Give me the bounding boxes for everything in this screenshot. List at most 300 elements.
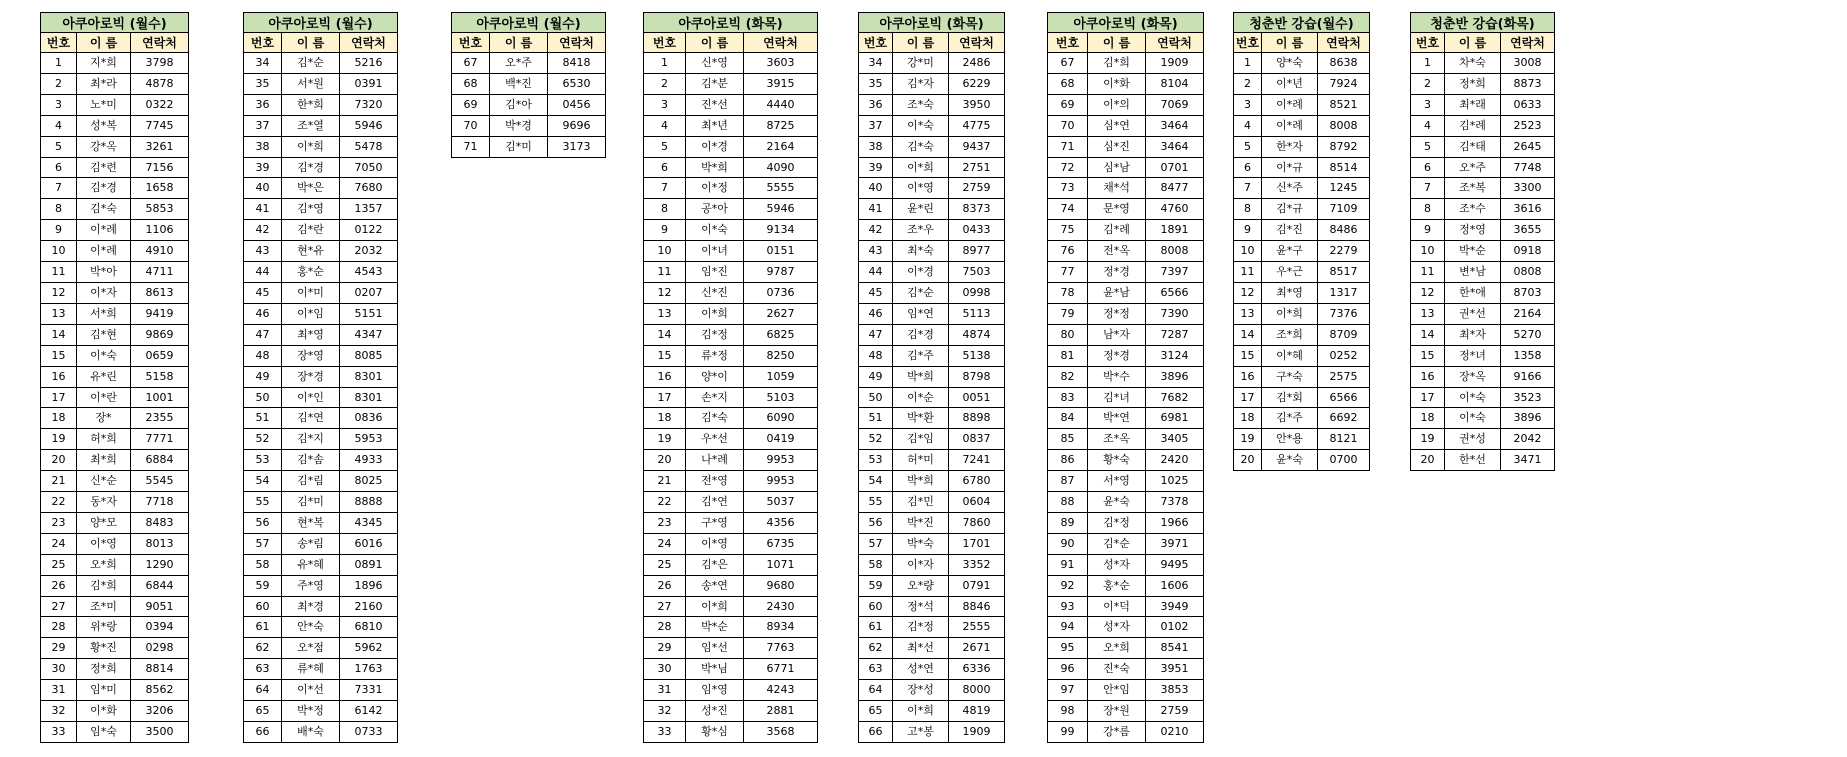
contact-number: 3008 [1501, 53, 1555, 74]
contact-number: 4819 [949, 701, 1005, 722]
member-name: 임*선 [686, 638, 744, 659]
row-number: 51 [859, 408, 893, 429]
contact-number: 2042 [1501, 429, 1555, 450]
row-number: 19 [644, 429, 686, 450]
row-number: 2 [41, 73, 77, 94]
member-name: 오*량 [893, 575, 949, 596]
table-row [859, 680, 1005, 701]
member-name: 한*자 [1262, 136, 1318, 157]
contact-number: 1891 [1146, 220, 1204, 241]
member-name: 우*선 [686, 429, 744, 450]
row-number: 8 [1234, 199, 1262, 220]
contact-number: 2627 [744, 303, 818, 324]
table-row [859, 53, 1005, 74]
table-row [244, 136, 398, 157]
member-name: 박*연 [1088, 408, 1146, 429]
row-number: 26 [41, 575, 77, 596]
header-name: 이 름 [1088, 33, 1146, 53]
contact-number: 9134 [744, 220, 818, 241]
table-row [1234, 220, 1370, 241]
member-name: 강*름 [1088, 722, 1146, 743]
contact-number: 6844 [131, 575, 189, 596]
contact-number: 0298 [131, 638, 189, 659]
row-number: 69 [452, 94, 490, 115]
table-row [1048, 722, 1204, 743]
table-row [859, 94, 1005, 115]
row-number: 92 [1048, 575, 1088, 596]
member-name: 장*성 [893, 680, 949, 701]
table-row [244, 157, 398, 178]
row-number: 90 [1048, 533, 1088, 554]
member-name: 김*련 [77, 157, 131, 178]
table-row [244, 262, 398, 283]
contact-number: 1071 [744, 554, 818, 575]
member-name: 나*례 [686, 450, 744, 471]
member-name: 정*경 [1088, 345, 1146, 366]
member-name: 김*림 [282, 471, 340, 492]
member-name: 신*순 [77, 471, 131, 492]
table-row [1411, 53, 1555, 74]
member-name: 고*봉 [893, 722, 949, 743]
row-number: 34 [244, 53, 282, 74]
contact-number: 7924 [1318, 73, 1370, 94]
row-number: 15 [1234, 345, 1262, 366]
table-row [644, 303, 818, 324]
table-title: 청춘반 강습(월수) [1234, 13, 1370, 33]
row-number: 25 [644, 554, 686, 575]
member-name: 지*희 [77, 53, 131, 74]
contact-number: 3523 [1501, 387, 1555, 408]
contact-number: 8250 [744, 345, 818, 366]
contact-number: 5555 [744, 178, 818, 199]
row-number: 18 [1411, 408, 1445, 429]
table-row [1411, 241, 1555, 262]
table-row [859, 638, 1005, 659]
table-row [1411, 178, 1555, 199]
contact-number: 8521 [1318, 94, 1370, 115]
table-row [644, 575, 818, 596]
contact-number: 6229 [949, 73, 1005, 94]
contact-number: 0419 [744, 429, 818, 450]
row-number: 16 [644, 366, 686, 387]
member-name: 김*연 [686, 492, 744, 513]
row-number: 46 [244, 303, 282, 324]
table-row [244, 282, 398, 303]
header-name: 이 름 [490, 33, 548, 53]
row-number: 86 [1048, 450, 1088, 471]
member-name: 류*혜 [282, 659, 340, 680]
row-number: 65 [859, 701, 893, 722]
contact-number: 7069 [1146, 94, 1204, 115]
member-name: 조*우 [893, 220, 949, 241]
member-name: 이*례 [77, 241, 131, 262]
table-row [644, 94, 818, 115]
contact-number: 2759 [1146, 701, 1204, 722]
member-name: 공*아 [686, 199, 744, 220]
contact-number: 1701 [949, 533, 1005, 554]
table-row [452, 136, 606, 157]
row-number: 1 [644, 53, 686, 74]
table-row [859, 366, 1005, 387]
contact-number: 3206 [131, 701, 189, 722]
table-row [1234, 429, 1370, 450]
contact-number: 8517 [1318, 262, 1370, 283]
member-name: 송*연 [686, 575, 744, 596]
contact-number: 4347 [340, 324, 398, 345]
member-name: 이*년 [1262, 73, 1318, 94]
contact-number: 8703 [1501, 282, 1555, 303]
table-row [244, 492, 398, 513]
member-name: 최*라 [77, 73, 131, 94]
row-number: 47 [859, 324, 893, 345]
table-row [1048, 533, 1204, 554]
row-number: 69 [1048, 94, 1088, 115]
member-name: 심*연 [1088, 115, 1146, 136]
row-number: 35 [244, 73, 282, 94]
contact-number: 8709 [1318, 324, 1370, 345]
header-contact: 연락처 [1318, 33, 1370, 53]
member-name: 김*순 [282, 53, 340, 74]
contact-number: 3915 [744, 73, 818, 94]
member-name: 김*회 [1262, 387, 1318, 408]
row-number: 58 [859, 554, 893, 575]
row-number: 68 [452, 73, 490, 94]
contact-number: 3798 [131, 53, 189, 74]
contact-number: 2759 [949, 178, 1005, 199]
table-row [1048, 638, 1204, 659]
member-name: 이*례 [1262, 94, 1318, 115]
member-name: 박*수 [1088, 366, 1146, 387]
contact-number: 7378 [1146, 492, 1204, 513]
member-name: 김*주 [893, 345, 949, 366]
member-name: 오*주 [490, 53, 548, 74]
member-name: 김*연 [282, 408, 340, 429]
member-name: 김*현 [77, 324, 131, 345]
member-name: 황*숙 [1088, 450, 1146, 471]
contact-number: 1763 [340, 659, 398, 680]
table-row [1048, 136, 1204, 157]
contact-number: 3951 [1146, 659, 1204, 680]
contact-table [858, 12, 1005, 743]
table-row [1234, 241, 1370, 262]
member-name: 문*영 [1088, 199, 1146, 220]
contact-number: 7050 [340, 157, 398, 178]
contact-number: 1290 [131, 554, 189, 575]
row-number: 97 [1048, 680, 1088, 701]
member-name: 강*옥 [77, 136, 131, 157]
table-row [41, 471, 189, 492]
row-number: 16 [1234, 366, 1262, 387]
contact-number: 1025 [1146, 471, 1204, 492]
member-name: 현*복 [282, 512, 340, 533]
contact-number: 6780 [949, 471, 1005, 492]
table-row [1234, 157, 1370, 178]
row-number: 17 [1411, 387, 1445, 408]
member-name: 허*미 [893, 450, 949, 471]
contact-number: 0701 [1146, 157, 1204, 178]
row-number: 1 [1411, 53, 1445, 74]
member-name: 이*경 [893, 262, 949, 283]
contact-number: 5103 [744, 387, 818, 408]
row-number: 13 [1234, 303, 1262, 324]
row-number: 6 [41, 157, 77, 178]
row-number: 34 [859, 53, 893, 74]
header-number: 번호 [41, 33, 77, 53]
table-row [1048, 575, 1204, 596]
table-row [644, 450, 818, 471]
member-name: 김*영 [282, 199, 340, 220]
row-number: 7 [1234, 178, 1262, 199]
row-number: 17 [644, 387, 686, 408]
row-number: 53 [859, 450, 893, 471]
contact-number: 6336 [949, 659, 1005, 680]
row-number: 51 [244, 408, 282, 429]
member-name: 황*진 [77, 638, 131, 659]
table-row [1411, 387, 1555, 408]
contact-number: 6884 [131, 450, 189, 471]
table-row [1234, 303, 1370, 324]
member-name: 이*숙 [893, 115, 949, 136]
member-name: 구*영 [686, 512, 744, 533]
table-row [644, 638, 818, 659]
row-number: 61 [859, 617, 893, 638]
table-row [644, 282, 818, 303]
row-number: 78 [1048, 282, 1088, 303]
table-row [859, 199, 1005, 220]
row-number: 3 [1234, 94, 1262, 115]
table-row [1048, 345, 1204, 366]
row-number: 73 [1048, 178, 1088, 199]
table-row [41, 282, 189, 303]
header-number: 번호 [859, 33, 893, 53]
contact-number: 0391 [340, 73, 398, 94]
contact-number: 3464 [1146, 115, 1204, 136]
member-name: 김*란 [282, 220, 340, 241]
row-number: 91 [1048, 554, 1088, 575]
row-number: 98 [1048, 701, 1088, 722]
member-name: 이*희 [282, 136, 340, 157]
row-number: 50 [859, 387, 893, 408]
member-name: 김*경 [893, 324, 949, 345]
contact-number: 6566 [1146, 282, 1204, 303]
row-number: 12 [644, 282, 686, 303]
member-name: 최*선 [893, 638, 949, 659]
contact-number: 1658 [131, 178, 189, 199]
table-title: 아쿠아로빅 (화목) [859, 13, 1005, 33]
member-name: 남*자 [1088, 324, 1146, 345]
row-number: 61 [244, 617, 282, 638]
member-name: 이*영 [893, 178, 949, 199]
row-number: 58 [244, 554, 282, 575]
contact-number: 8477 [1146, 178, 1204, 199]
row-number: 65 [244, 701, 282, 722]
contact-number: 1606 [1146, 575, 1204, 596]
table-row [1411, 94, 1555, 115]
table-row [1234, 408, 1370, 429]
table-row [859, 262, 1005, 283]
member-name: 정*녀 [1445, 345, 1501, 366]
contact-number: 7748 [1501, 157, 1555, 178]
row-number: 5 [1411, 136, 1445, 157]
contact-number: 4440 [744, 94, 818, 115]
table-row [1411, 324, 1555, 345]
contact-number: 8301 [340, 366, 398, 387]
contact-number: 8104 [1146, 73, 1204, 94]
header-contact: 연락처 [744, 33, 818, 53]
table-row [41, 324, 189, 345]
member-name: 박*경 [490, 115, 548, 136]
row-number: 15 [41, 345, 77, 366]
contact-number: 7331 [340, 680, 398, 701]
row-number: 24 [644, 533, 686, 554]
row-number: 64 [244, 680, 282, 701]
row-number: 27 [644, 596, 686, 617]
contact-number: 8541 [1146, 638, 1204, 659]
contact-number: 8725 [744, 115, 818, 136]
header-number: 번호 [1411, 33, 1445, 53]
contact-number: 5216 [340, 53, 398, 74]
contact-number: 7320 [340, 94, 398, 115]
table-row [452, 53, 606, 74]
contact-number: 8613 [131, 282, 189, 303]
row-number: 5 [1234, 136, 1262, 157]
contact-number: 9495 [1146, 554, 1204, 575]
member-name: 이*정 [686, 178, 744, 199]
contact-number: 0210 [1146, 722, 1204, 743]
table-row [859, 345, 1005, 366]
member-name: 강*미 [893, 53, 949, 74]
member-name: 임*미 [77, 680, 131, 701]
contact-number: 1966 [1146, 512, 1204, 533]
table-row [1234, 324, 1370, 345]
member-name: 이*례 [77, 220, 131, 241]
contact-number: 2279 [1318, 241, 1370, 262]
row-number: 36 [859, 94, 893, 115]
table-row [859, 387, 1005, 408]
member-name: 김*아 [490, 94, 548, 115]
member-name: 노*미 [77, 94, 131, 115]
contact-number: 8008 [1146, 241, 1204, 262]
row-number: 20 [1234, 450, 1262, 471]
contact-number: 4345 [340, 512, 398, 533]
table-row [859, 429, 1005, 450]
row-number: 12 [1411, 282, 1445, 303]
contact-number: 0122 [340, 220, 398, 241]
table-row [1234, 387, 1370, 408]
table-row [644, 199, 818, 220]
contact-number: 2881 [744, 701, 818, 722]
contact-number: 9953 [744, 471, 818, 492]
table-row [452, 94, 606, 115]
row-number: 37 [244, 115, 282, 136]
row-number: 14 [1411, 324, 1445, 345]
table-row [644, 680, 818, 701]
member-name: 김*지 [282, 429, 340, 450]
row-number: 22 [644, 492, 686, 513]
table-row [1048, 220, 1204, 241]
row-number: 15 [644, 345, 686, 366]
contact-number: 4356 [744, 512, 818, 533]
table-row [1048, 701, 1204, 722]
member-name: 김*분 [686, 73, 744, 94]
table-row [244, 199, 398, 220]
contact-table [451, 12, 606, 158]
table-row [1048, 366, 1204, 387]
member-name: 전*옥 [1088, 241, 1146, 262]
contact-number: 8562 [131, 680, 189, 701]
member-name: 성*연 [893, 659, 949, 680]
member-name: 오*주 [1445, 157, 1501, 178]
contact-number: 8873 [1501, 73, 1555, 94]
row-number: 26 [644, 575, 686, 596]
contact-number: 7771 [131, 429, 189, 450]
table-row [644, 178, 818, 199]
contact-number: 8486 [1318, 220, 1370, 241]
row-number: 30 [41, 659, 77, 680]
row-number: 53 [244, 450, 282, 471]
member-name: 이*자 [77, 282, 131, 303]
table-row [644, 345, 818, 366]
table-row [244, 429, 398, 450]
row-number: 77 [1048, 262, 1088, 283]
member-name: 장* [77, 408, 131, 429]
contact-number: 3261 [131, 136, 189, 157]
table-row [1048, 596, 1204, 617]
table-row [452, 115, 606, 136]
contact-number: 4243 [744, 680, 818, 701]
row-number: 29 [644, 638, 686, 659]
contact-number: 2486 [949, 53, 1005, 74]
table-row [1048, 178, 1204, 199]
row-number: 6 [1411, 157, 1445, 178]
contact-number: 8814 [131, 659, 189, 680]
contact-number: 6981 [1146, 408, 1204, 429]
table-row [41, 659, 189, 680]
contact-number: 0394 [131, 617, 189, 638]
contact-number: 8846 [949, 596, 1005, 617]
table-row [1411, 282, 1555, 303]
member-name: 김*정 [1088, 512, 1146, 533]
contact-number: 7745 [131, 115, 189, 136]
row-number: 8 [644, 199, 686, 220]
contact-number: 9419 [131, 303, 189, 324]
row-number: 84 [1048, 408, 1088, 429]
member-name: 정*희 [1445, 73, 1501, 94]
row-number: 4 [1411, 115, 1445, 136]
member-name: 최*희 [77, 450, 131, 471]
member-name: 조*열 [282, 115, 340, 136]
member-name: 조*숙 [893, 94, 949, 115]
table-row [41, 680, 189, 701]
table-row [41, 136, 189, 157]
table-row [1234, 282, 1370, 303]
table-row [244, 617, 398, 638]
table-row [644, 512, 818, 533]
contact-number: 4910 [131, 241, 189, 262]
contact-number: 3950 [949, 94, 1005, 115]
row-number: 1 [41, 53, 77, 74]
contact-number: 1358 [1501, 345, 1555, 366]
contact-number: 7503 [949, 262, 1005, 283]
member-name: 임*영 [686, 680, 744, 701]
table-row [1048, 157, 1204, 178]
row-number: 29 [41, 638, 77, 659]
table-row [644, 701, 818, 722]
header-contact: 연락처 [949, 33, 1005, 53]
row-number: 99 [1048, 722, 1088, 743]
row-number: 87 [1048, 471, 1088, 492]
header-contact: 연락처 [1501, 33, 1555, 53]
